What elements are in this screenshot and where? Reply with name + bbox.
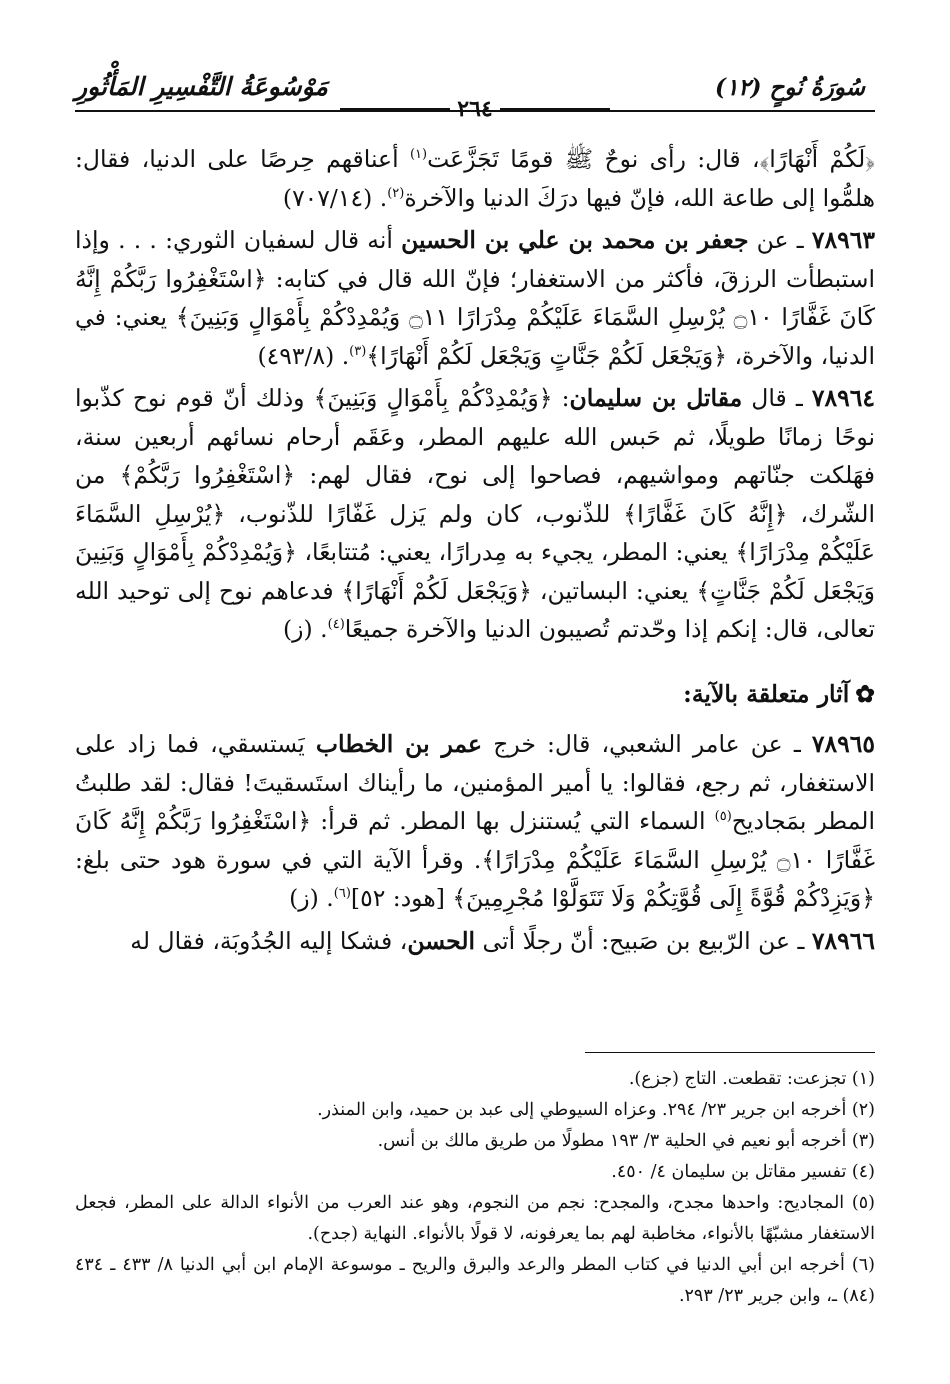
footnote-4: (٤) تفسير مقاتل بن سليمان ٤/ ٤٥٠. [611,1162,875,1182]
paragraph-78963: ٧٨٩٦٣ ـ عن جعفر بن محمد بن علي بن الحسين أنه قال لسفيان الثوري: . . . وإذا استبطأت الرزقَ، فأكثر من الاستغفار؛ فإنّ الله قال في كتابه: ﴿اسْتَغْفِرُوا رَبَّكُمْ إِنَّهُ كَانَ غَفَّارًا ۝١٠ يُرْسِلِ السَّمَاءَ عَلَيْكُمْ مِدْرَارًا ۝١١ وَيُمْدِدْكُمْ بِأَمْوَالٍ وَبَنِينَ﴾ يعني: في الدنيا، والآخرة، ﴿وَيَجْعَل لَكُمْ جَنَّاتٍ وَيَجْعَل لَكُمْ أَنْهَارًا﴾$^{(٣)}$. (٤٩٣/٨) [75,226,876,370]
paragraph-78964: ٧٨٩٦٤ ـ قال مقاتل بن سليمان: ﴿وَيُمْدِدْكُمْ بِأَمْوَالٍ وَبَنِينَ﴾ وذلك أنّ قوم نوح كذّبوا نوحًا زمانًا طويلًا، ثم حَبس الله عليهم المطر، وعَقَم أرحام نسائهم أربعين سنة، فهَلكت جنّاتهم ومواشيهم، فصاحوا إلى نوح، فقال لهم: ﴿اسْتَغْفِرُوا رَبَّكُمْ﴾ من الشّرك، ﴿إِنَّهُ كَانَ غَفَّارًا﴾ للذّنوب، كان ولم يَزل غَفّارًا للذّنوب، ﴿يُرْسِلِ السَّمَاءَ عَلَيْكُمْ مِدْرَارًا﴾ يعني: المطر، يجيء به مِدرارًا، يعني: مُتتابعًا، ﴿وَيُمْدِدْكُمْ بِأَمْوَالٍ وَبَنِينَ وَيَجْعَل لَكُمْ جَنَّاتٍ﴾ يعني: البساتين، ﴿وَيَجْعَل لَكُمْ أَنْهَارًا﴾ فدعاهم نوح إلى توحيد الله تعالى، قال: إنكم إذا وحّدتم تُصيبون الدنيا والآخرة جميعًا$^{(٤)}$. (ز) [75,384,875,643]
page-number-ornament-left [340,108,450,110]
footnote-2: (٢) أخرجه ابن جرير ٢٣/ ٢٩٤. وعزاه السيوطي إلى عبد بن حميد، وابن المنذر. [317,1100,875,1120]
footnotes [75,1064,875,1312]
surah-title: سُورَةُ نُوحٍ (١٢) [715,74,865,101]
footnote-6: (٦) أخرجه ابن أبي الدنيا في كتاب المطر والرعد والبرق والريح ـ موسوعة الإمام ابن أبي الدنيا ٨/ ٤٣٣ ـ ٤٣٤ (٨٤) ـ، وابن جرير ٢٣/ ٢٩٣. [75,1255,875,1306]
page-number: ٢٦٤ [457,96,493,122]
main-text [75,140,875,964]
section-title: آثار متعلقة بالآية: [683,679,850,708]
section-heading [75,675,875,714]
footnote-5: (٥) المجاديح: واحدها مجدح، والمجدح: نجم من النجوم، وهو عند العرب من الأنواء الدالة على المطر، فجعل الاستغفار مشبّهًا بالأنواء، مخاطبة لهم بما يعرفونه، لا قولًا بالأنواء. النهاية (جدح). [75,1193,875,1244]
flower-icon: ✿ [855,679,875,708]
footnote-1: (١) تجزعت: تقطعت. التاج (جزع). [628,1069,875,1089]
paragraph-0: ﴿لَكُمْ أَنْهَارًا﴾، قال: رأى نوحٌ ﷺ قومًا تَجَزَّعَت$^{(١)}$ أعناقهم حِرصًا على الدنيا، فقال: هلمُّوا إلى طاعة الله، فإنّ فيها درَكَ الدنيا والآخرة$^{(٢)}$. (٧٠٧/١٤) [75,145,875,212]
footnote-rule [585,1052,875,1053]
footnote-3: (٣) أخرجه أبو نعيم في الحلية ٣/ ١٩٣ مطولًا من طريق مالك بن أنس. [377,1131,875,1151]
paragraph-78965: ٧٨٩٦٥ ـ عن عامر الشعبي، قال: خرج عمر بن الخطاب يَستسقي، فما زاد على الاستغفار، ثم رجع، فقالوا: يا أمير المؤمنين، ما رأيناك استَسقيتَ! فقال: لقد طلبتُ المطر بمَجاديح$^{(٥)}$ السماء التي يُستنزل بها المطر. ثم قرأ: ﴿اسْتَغْفِرُوا رَبَّكُمْ إِنَّهُ كَانَ غَفَّارًا ۝١٠ يُرْسِلِ السَّمَاءَ عَلَيْكُمْ مِدْرَارًا﴾. وقرأ الآية التي في سورة هود حتى بلغ: ﴿وَيَزِدْكُمْ قُوَّةً إِلَى قُوَّتِكُمْ وَلَا تَتَوَلَّوْا مُجْرِمِينَ﴾ [هود: ٥٢]$^{(٦)}$. (ز) [75,730,875,912]
page-number-ornament-right [500,108,610,110]
page-number-row [0,96,950,122]
paragraph-78966: ٧٨٩٦٦ ـ عن الرّبيع بن صَبيح: أنّ رجلًا أتى الحسن، فشكا إليه الجُدُوبَة، فقال له [130,926,875,955]
book-title: مَوْسُوعَةُ التَّفْسِيرِ المَأْثُورِ [75,72,328,101]
